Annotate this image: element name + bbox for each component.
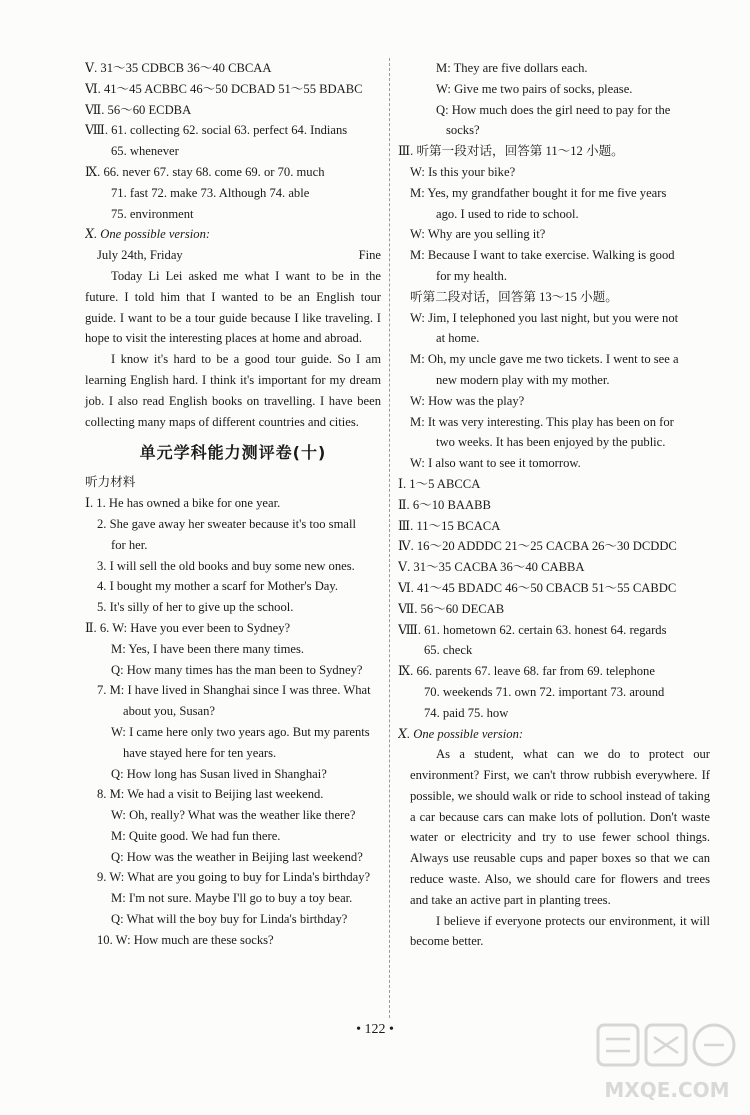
essay-paragraph: I know it's hard to be a good tour guide. So I am learning English hard. I think it's important for my dream job. I also read English books on travelling. I have been collecting many maps of different countries and cities. <box>85 352 381 429</box>
transcript-line: 2. She gave away her sweater because it's too small <box>97 516 356 531</box>
essay-label: Ⅹ. One possible version: <box>85 227 211 242</box>
transcript-line: 3. I will sell the old books and buy some new ones. <box>97 558 355 573</box>
essay-paragraph: Today Li Lei asked me what I want to be in the future. I told him that I wanted to be an English tour guide. I want to be a tour guide because I like traveling. I hope to visit the interesting places at home and abroad. <box>85 268 381 346</box>
answer-line: Ⅳ. 16～20 ADDDC 21～25 CACBA 26～30 DCDDC <box>398 539 677 554</box>
answer-line: Ⅷ. 61. hometown 62. certain 63. honest 64. regards <box>398 622 667 637</box>
transcript-line: W: I also want to see it tomorrow. <box>410 456 581 471</box>
transcript-line: W: Jim, I telephoned you last night, but you were not <box>410 310 679 325</box>
transcript-line: Q: How many times has the man been to Sydney? <box>111 662 363 677</box>
transcript-line: M: Yes, my grandfather bought it for me five years <box>410 185 667 200</box>
transcript-line: Q: How long has Susan lived in Shanghai? <box>111 766 327 781</box>
transcript-line: W: Give me two pairs of socks, please. <box>436 81 633 96</box>
watermark-logo <box>592 1021 742 1109</box>
unit-title: 单元学科能力测评卷(十) <box>139 443 327 463</box>
answer-line: 74. paid 75. how <box>424 705 509 720</box>
answer-line: Ⅰ. 1～5 ABCCA <box>398 476 481 491</box>
essay-date: July 24th, Friday <box>97 248 183 263</box>
transcript-line: M: I'm not sure. Maybe I'll go to buy a toy bear. <box>111 891 353 906</box>
transcript-line: 4. I bought my mother a scarf for Mother's Day. <box>97 579 339 594</box>
watermark-url: MXQE.COM <box>604 1078 730 1102</box>
column-divider <box>389 58 390 1018</box>
transcript-line: for her. <box>111 537 148 552</box>
transcript-line: Q: How much does the girl need to pay for the <box>436 102 671 117</box>
essay-paragraph: As a student, what can we do to protect our environment? First, we can't throw rubbish everywhere. If possible, we should walk or ride to school instead of taking a car because cars can make lots of pollution. Don't waste water or electricity and try to use fewer school things. Always use reusable cups and paper boxes so that we can reduce waste. Also, we should care for flowers and trees and take an active part in planting trees. <box>410 747 710 907</box>
transcript-line: Q: What will the boy buy for Linda's birthday? <box>111 912 348 927</box>
answer-line: 65. whenever <box>111 144 179 159</box>
transcript-line: 10. W: How much are these socks? <box>97 932 274 947</box>
essay-paragraph: I believe if everyone protects our environment, it will become better. <box>410 913 710 949</box>
answer-line: Ⅴ. 31～35 CACBA 36～40 CABBA <box>398 560 585 575</box>
answer-line: Ⅸ. 66. never 67. stay 68. come 69. or 70. much <box>85 164 325 179</box>
transcript-line: 5. It's silly of her to give up the school. <box>97 600 294 615</box>
answer-line: Ⅶ. 56～60 DECAB <box>398 601 505 616</box>
transcript-line: about you, Susan? <box>123 704 215 719</box>
transcript-line: have stayed here for ten years. <box>123 745 277 760</box>
transcript-line: M: Yes, I have been there many times. <box>111 641 305 656</box>
answer-line: 70. weekends 71. own 72. important 73. around <box>424 684 665 699</box>
answer-line: Ⅶ. 56～60 ECDBA <box>85 102 192 117</box>
answer-line: 75. environment <box>111 206 194 221</box>
transcript-line: new modern play with my mother. <box>436 372 610 387</box>
transcript-line: for my health. <box>436 268 507 283</box>
answer-line: Ⅵ. 41～45 BDADC 46～50 CBACB 51～55 CABDC <box>398 580 677 595</box>
page-number: • 122 • <box>356 1022 394 1037</box>
transcript-line: M: They are five dollars each. <box>436 61 588 75</box>
transcript-line: Ⅰ. 1. He has owned a bike for one year. <box>85 496 281 511</box>
right-column <box>398 58 710 952</box>
answer-line: Ⅵ. 41～45 ACBBC 46～50 DCBAD 51～55 BDABC <box>85 81 363 96</box>
transcript-line: M: Because I want to take exercise. Walking is good <box>410 248 675 263</box>
answer-line: Ⅴ. 31～35 CDBCB 36～40 CBCAA <box>85 61 272 75</box>
transcript-line: M: Quite good. We had fun there. <box>111 828 281 843</box>
transcript-line: 8. M: We had a visit to Beijing last weekend. <box>97 787 324 802</box>
transcript-line: W: Is this your bike? <box>410 164 516 179</box>
answer-line: Ⅲ. 11～15 BCACA <box>398 518 501 533</box>
essay-weather: Fine <box>358 248 381 263</box>
answer-line: 71. fast 72. make 73. Although 74. able <box>111 185 310 200</box>
transcript-line: W: I came here only two years ago. But my parents <box>111 724 370 739</box>
transcript-line: ago. I used to ride to school. <box>436 206 579 221</box>
section-title: 听第二段对话，回答第 13～15 小题。 <box>410 289 618 304</box>
left-column <box>85 58 381 951</box>
transcript-line: Q: How was the weather in Beijing last weekend? <box>111 849 363 864</box>
answer-line: Ⅷ. 61. collecting 62. social 63. perfect 64. Indians <box>85 123 348 138</box>
transcript-line: Ⅱ. 6. W: Have you ever been to Sydney? <box>85 620 291 635</box>
answer-line: Ⅸ. 66. parents 67. leave 68. far from 69. telephone <box>398 664 655 679</box>
transcript-line: W: Why are you selling it? <box>410 227 546 242</box>
essay-label: Ⅹ. One possible version: <box>398 726 524 741</box>
transcript-line: 7. M: I have lived in Shanghai since I was three. What <box>97 683 371 698</box>
answer-line: 65. check <box>424 643 473 658</box>
transcript-line: M: Oh, my uncle gave me two tickets. I went to see a <box>410 352 679 367</box>
listening-title: 听力材料 <box>85 475 136 490</box>
section-title: Ⅲ. 听第一段对话，回答第 11～12 小题。 <box>398 144 624 159</box>
transcript-line: M: It was very interesting. This play has been on for <box>410 414 674 429</box>
transcript-line: at home. <box>436 331 480 346</box>
essay-date-line <box>85 245 381 266</box>
transcript-line: two weeks. It has been enjoyed by the public. <box>436 435 666 450</box>
answer-line: Ⅱ. 6～10 BAABB <box>398 497 491 512</box>
transcript-line: socks? <box>446 123 480 138</box>
transcript-line: 9. W: What are you going to buy for Linda's birthday? <box>97 870 371 885</box>
transcript-line: W: How was the play? <box>410 393 525 408</box>
transcript-line: W: Oh, really? What was the weather like there? <box>111 808 356 823</box>
